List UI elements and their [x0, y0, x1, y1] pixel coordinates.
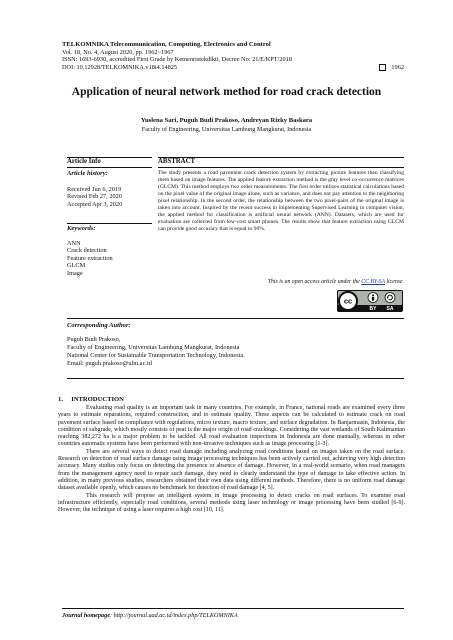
doi: DOI: 10.12928/TELKOMNIKA.v18i4.14825: [62, 63, 178, 71]
history-heading: Article history:: [67, 170, 108, 177]
paper-affiliation: Faculty of Engineering, Universitas Lambung Mangkurat, Indonesia: [141, 126, 312, 133]
keyword: Crack detection: [67, 247, 107, 255]
keyword: Image: [67, 269, 83, 277]
intro-paragraph: This research will propose an intelligent system in image processing to detect cracks on road surfaces. To examine road infrastructure efficiently, especially road conditions, several methods using laser technology or image processing have been studied [6-9]. However, the technique of using a laser requires a high cost [10, 11].: [58, 492, 405, 514]
intro-paragraph: Evaluating road quality is an important task in many countries. For example, in France, national roads are examined every three years to estimate reparations, required construction, and to estimate quality. These aspects can be calculated to estimate crack on road pavement surface based on compliance with regulations, micro texture, macro texture, and surface degradation. In Banjarmasin, Indonesia, the condition of subgrade, which mostly consists of peat is the major origin of road crackings. Considering the vast wetlands of South Kalimantan reaching 382,272 ha is a major problem to be tackled. All road evaluation inspections in Indonesia are done manually, whereas in other countries automatic systems have been performed with non-invasive techniques such as image processing [1-3].: [58, 405, 405, 448]
keywords-heading: Keywords:: [67, 225, 96, 232]
keyword: GLCM: [67, 262, 86, 270]
received-date: Received Jun 6, 2019: [67, 185, 122, 193]
revised-date: Revised Feb 27, 2020: [67, 193, 122, 201]
accepted-date: Accepted Apr 3, 2020: [67, 200, 123, 208]
footer-url[interactable]: : http://journal.uad.ac.id/index.php/TELKOMNIKA: [109, 612, 238, 619]
cc-sa-label: SA: [386, 306, 394, 312]
cc-by-sa-logo[interactable]: [337, 290, 403, 312]
open-access-suffix: license.: [385, 279, 404, 285]
cc-by-label: BY: [369, 306, 377, 312]
paper-authors: Yuslena Sari, Puguh Budi Prakoso, Andreyan Rizky Baskara: [140, 117, 313, 124]
corresponding-email: Email: puguh.prakoso@ulm.ac.id: [67, 359, 152, 367]
paper-title: Application of neural network method for road crack detection: [71, 86, 382, 98]
rule-footer: [62, 608, 404, 609]
open-access-prefix: This is an open access article under the: [267, 279, 362, 285]
corresponding-affiliation: Faculty of Engineering, Universitas Lambung Mangkurat, Indonesia: [67, 343, 240, 351]
cc-logo-text: cc: [343, 296, 353, 306]
square-icon: [379, 64, 386, 71]
abstract-heading: ABSTRACT: [158, 158, 196, 165]
rule-corresponding-bottom: [67, 378, 404, 379]
rule-corresponding-top: [67, 318, 404, 319]
introduction-body: [58, 405, 405, 514]
page-number: 1962: [391, 63, 404, 71]
intro-paragraph: There are several ways to detect road damage including analyzing road conditions based on images taken on the road surface. Research on detection of road surface damage using image processing techniques has been actively carried out, achieving very high detection accuracy. Many studies only focus on detecting the presence or absence of damage. However, in a real-world scenario, when road managers from the management agency need to repair such damage, they need to clearly understand the type of damage to take effective action. In addition, in many previous studies, researchers obtained their own data using different methods. Therefore, there is no uniform road damage dataset available openly, which causes no benchmark for detection of road damage [4, 5].: [58, 448, 405, 492]
journal-name: TELKOMNIKA Telecommunication, Computing, Electronics and Control: [62, 41, 271, 48]
corresponding-block: [67, 322, 407, 368]
keyword: Feature extraction: [67, 254, 113, 262]
corresponding-center: National Center for Sustainable Transportation Technology, Indonesia.: [67, 351, 245, 359]
rule-article-info-under: [67, 167, 152, 168]
introduction-heading: 1. INTRODUCTION: [58, 396, 124, 403]
keywords-block: [67, 225, 152, 278]
article-info-heading: Article Info: [67, 158, 101, 165]
footer-label: Journal homepage: [62, 612, 110, 619]
footer: [62, 612, 238, 619]
volume-info: Vol. 18, No. 4, August 2020, pp. 1962~1967: [62, 48, 174, 56]
keyword: ANN: [67, 239, 81, 247]
article-history: [67, 170, 152, 208]
corresponding-name: Puguh Budi Prakoso,: [67, 335, 121, 343]
open-access-note: [158, 279, 404, 285]
rule-keywords: [67, 223, 152, 224]
corresponding-heading: Corresponding Author:: [67, 322, 131, 329]
running-header: [62, 41, 404, 71]
rule-abstract-under: [158, 167, 404, 168]
abstract-text: The study presents a road pavement crack detection system by extracting picture features then classifying them based on image features. The applied feature extraction method is the gray level co-occurrence matrices (GLCM). This method employs two order measurements. The first order utilizes statistical calculations based on the pixel value of the original image alone, such as variance, and does not pay attention to the neighboring pixel relationship. In the second order, the relationship between the two pixel-pairs of the original image is taken into account. Inspired by the recent success in implementing Supervised Learning in computer vision, the applied method for classification is artificial neural network (ANN). Datasets, which are used for evaluation are collected from low-cost smart phones. The results show that feature extraction using GLCM can provide good accuracy that is equal to 90%.: [158, 170, 404, 233]
license-link[interactable]: CC BY-SA: [361, 279, 385, 285]
issn-info: ISSN: 1693-6930, accredited First Grade by Kemenristekdikti, Decree No: 21/E/KPT/2018: [62, 56, 292, 64]
